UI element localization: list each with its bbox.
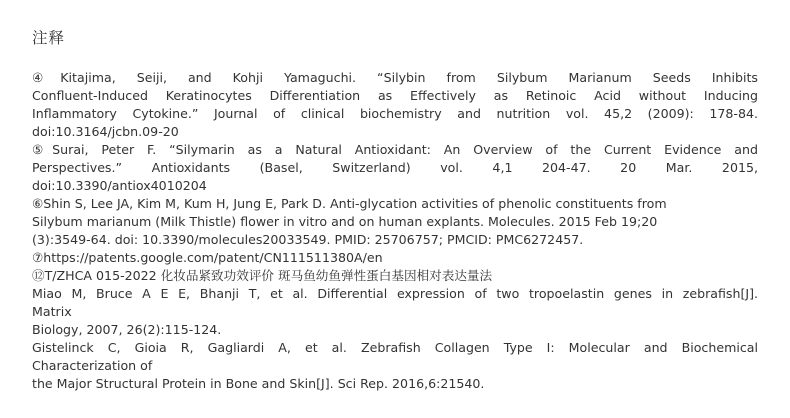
reference-line: ④Kitajima, Seiji, and Kohji Yamaguchi. “Silybin from Silybum Marianum Seeds Inhibits	[32, 70, 758, 85]
references-list	[32, 69, 758, 393]
reference-line: Perspectives.” Antioxidants (Basel, Switzerland) vol. 4,1 204-47. 20 Mar. 2015,	[32, 160, 758, 175]
reference-line: Confluent-Induced Keratinocytes Differentiation as Effectively as Retinoic Acid without Inducing	[32, 88, 758, 103]
reference-line: the Major Structural Protein in Bone and Skin[J]. Sci Rep. 2016,6:21540.	[32, 376, 485, 391]
notes-heading: 注释	[32, 29, 66, 47]
reference-line: Biology, 2007, 26(2):115-124.	[32, 322, 222, 337]
reference-line: ⑤Surai, Peter F. “Silymarin as a Natural Antioxidant: An Overview of the Current Evidence and	[32, 142, 758, 157]
reference-line: Silybum marianum (Milk Thistle) flower in vitro and on human explants. Molecules. 2015 Feb 19;20	[32, 214, 658, 229]
reference-item-gistelinck	[32, 339, 758, 393]
reference-line: Miao M, Bruce A E E, Bhanji T, et al. Differential expression of two tropoelastin genes in zebrafish[J].	[32, 286, 758, 301]
reference-item-7	[32, 249, 758, 267]
reference-line: Inflammatory Cytokine.” Journal of clinical biochemistry and nutrition vol. 45,2 (2009): 178-84.	[32, 106, 758, 121]
reference-item-miao	[32, 285, 758, 339]
reference-item-12	[32, 267, 758, 285]
reference-item-6	[32, 195, 758, 249]
reference-item-5	[32, 141, 758, 195]
reference-link: ⑦https://patents.google.com/patent/CN111511380A/en	[32, 250, 383, 265]
reference-line: Gistelinck C, Gioia R, Gagliardi A, et al. Zebrafish Collagen Type I: Molecular and Biochemical	[32, 340, 758, 355]
reference-line: ⑥Shin S, Lee JA, Kim M, Kum H, Jung E, Park D. Anti-glycation activities of phenolic constituents from	[32, 196, 667, 211]
reference-line: doi:10.3390/antiox4010204	[32, 178, 207, 193]
reference-line: Matrix	[32, 304, 72, 319]
reference-line: Characterization of	[32, 358, 153, 373]
reference-line: (3):3549-64. doi: 10.3390/molecules20033549. PMID: 25706757; PMCID: PMC6272457.	[32, 232, 584, 247]
reference-line: doi:10.3164/jcbn.09-20	[32, 124, 179, 139]
reference-line: ⑫T/ZHCA 015-2022 化妆品紧致功效评价 斑马鱼幼鱼弹性蛋白基因相对表达量法	[32, 268, 493, 283]
reference-item-4	[32, 69, 758, 141]
